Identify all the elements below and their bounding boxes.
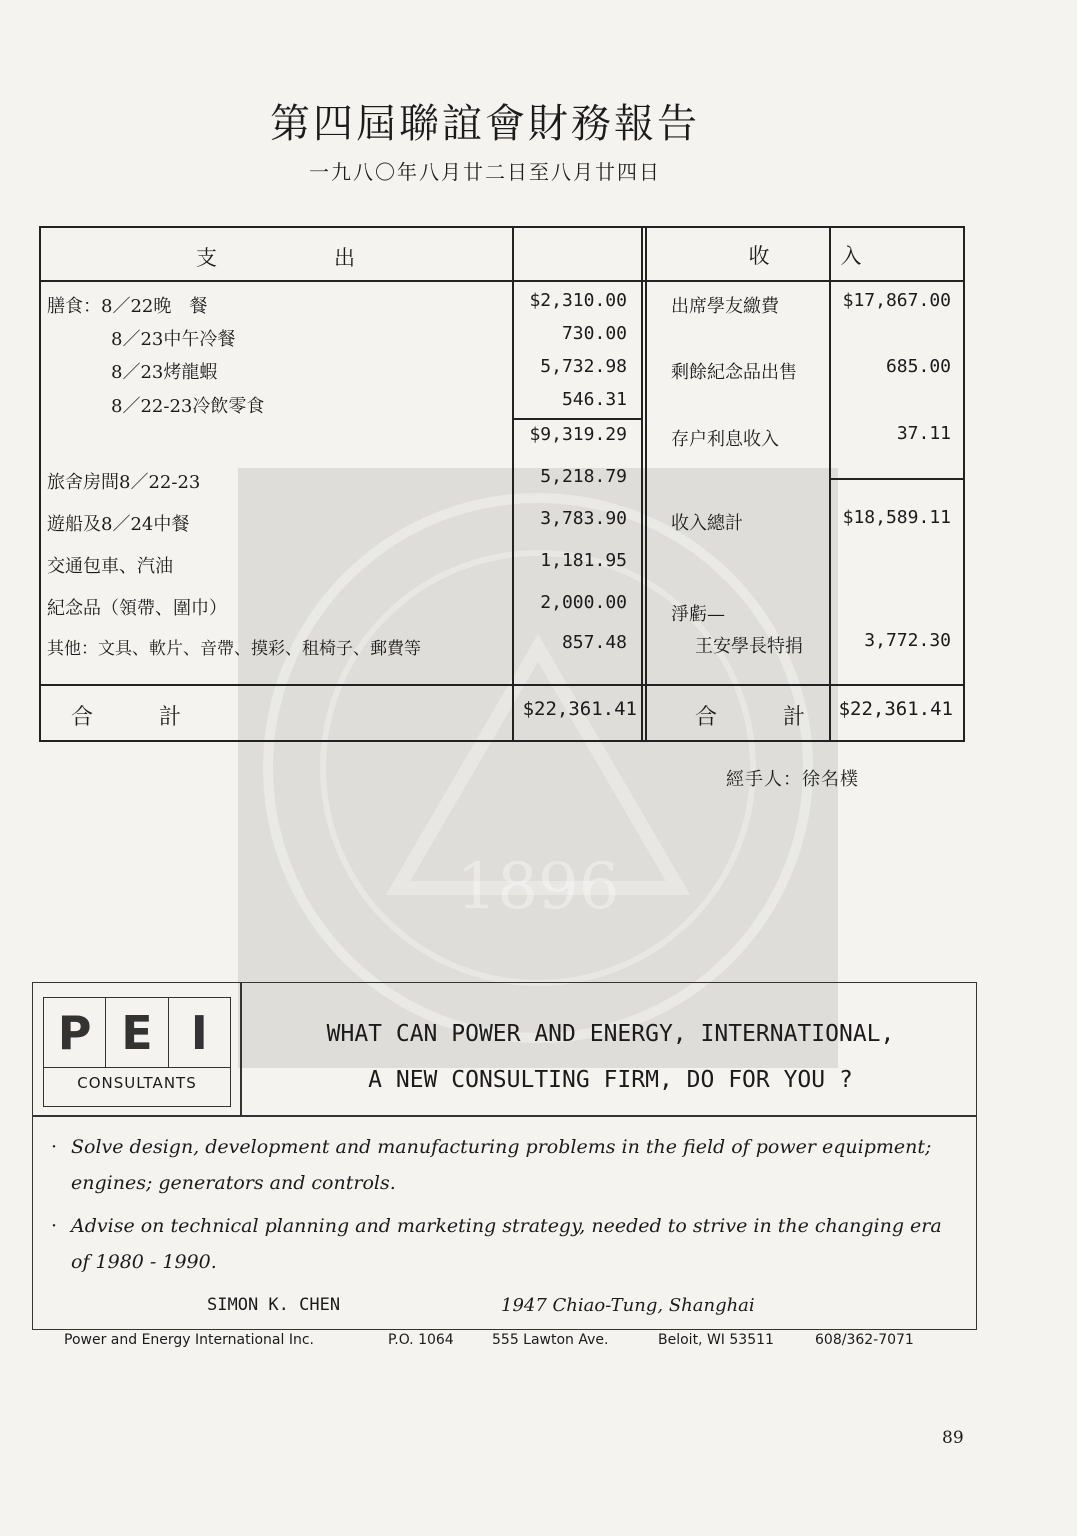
signature-address: 1947 Chiao-Tung, Shanghai bbox=[501, 1295, 755, 1316]
logo-letter: I bbox=[169, 998, 230, 1068]
expense-label: 遊船及8／24中餐 bbox=[47, 514, 190, 535]
footer-street: 555 Lawton Ave. bbox=[492, 1332, 609, 1348]
expense-amount: 5,732.98 bbox=[540, 356, 627, 377]
ad-bullet-text: Solve design, development and manufacturing problems in the field of power equipment; engines; generators and controls. bbox=[71, 1136, 932, 1194]
ad-headline-2: A NEW CONSULTING FIRM, DO FOR YOU ? bbox=[368, 1067, 853, 1093]
footer-po: P.O. 1064 bbox=[388, 1332, 454, 1348]
income-header: 收 入 bbox=[748, 244, 864, 268]
signature-name: SIMON K. CHEN bbox=[207, 1295, 341, 1315]
expense-amount: 546.31 bbox=[561, 389, 627, 410]
income-amount: 37.11 bbox=[896, 423, 951, 444]
handler-signature: 經手人：徐名樸 bbox=[726, 769, 859, 790]
expense-label: 8／23烤龍蝦 bbox=[111, 362, 218, 383]
expense-label: 膳食：8／22晚 餐 bbox=[47, 296, 208, 317]
pei-logo bbox=[43, 997, 231, 1107]
expense-label: 交通包車、汽油 bbox=[47, 556, 173, 577]
report-title: 第四屆聯誼會財務報告 bbox=[270, 101, 700, 147]
income-amount: 685.00 bbox=[885, 356, 951, 377]
income-total-label: 合 計 bbox=[695, 705, 806, 730]
income-label: 淨虧— bbox=[671, 604, 725, 625]
expense-total: $22,361.41 bbox=[522, 698, 637, 720]
expense-amount: 1,181.95 bbox=[540, 550, 627, 571]
expense-amount: 857.48 bbox=[561, 632, 627, 653]
expense-subtotal: $9,319.29 bbox=[529, 424, 627, 445]
expense-amount: $2,310.00 bbox=[529, 290, 627, 311]
income-total: $22,361.41 bbox=[838, 698, 953, 720]
expense-amount: 5,218.79 bbox=[540, 466, 627, 487]
ad-bullet: · Solve design, development and manufacturing problems in the field of power equipment; engines; generators and controls. bbox=[51, 1129, 951, 1201]
footer-city: Beloit, WI 53511 bbox=[658, 1332, 774, 1348]
ad-bullet: · Advise on technical planning and marketing strategy, needed to strive in the changing era of 1980 - 1990. bbox=[51, 1208, 951, 1280]
logo-letter: E bbox=[106, 998, 168, 1068]
income-amount: 3,772.30 bbox=[864, 630, 951, 651]
report-date-range: 一九八〇年八月廿二日至八月廿四日 bbox=[309, 160, 661, 184]
footer-company: Power and Energy International Inc. bbox=[64, 1332, 314, 1348]
logo-letter: P bbox=[44, 998, 106, 1068]
footer-phone: 608/362-7071 bbox=[815, 1332, 914, 1348]
income-label: 王安學長特捐 bbox=[695, 636, 803, 657]
pei-advertisement bbox=[32, 982, 977, 1330]
income-amount: $17,867.00 bbox=[842, 290, 951, 311]
income-label: 存户利息收入 bbox=[671, 429, 779, 450]
expense-header: 支 出 bbox=[196, 246, 357, 270]
income-label: 出席學友繳費 bbox=[671, 296, 779, 317]
income-label: 收入總計 bbox=[671, 513, 743, 534]
income-label: 剩餘紀念品出售 bbox=[671, 362, 797, 383]
expense-label: 8／22-23冷飲零食 bbox=[111, 396, 265, 417]
ad-headline-1: WHAT CAN POWER AND ENERGY, INTERNATIONAL, bbox=[326, 1021, 895, 1047]
expense-amount: 730.00 bbox=[561, 323, 627, 344]
expense-label: 旅舍房間8／22-23 bbox=[47, 472, 201, 493]
financial-table bbox=[39, 226, 965, 742]
expense-label: 8／23中午冷餐 bbox=[111, 329, 236, 350]
ad-bullet-text: Advise on technical planning and marketing strategy, needed to strive in the changing era of 1980 - 1990. bbox=[71, 1215, 942, 1273]
income-total-amount: $18,589.11 bbox=[842, 507, 951, 528]
expense-amount: 3,783.90 bbox=[540, 508, 627, 529]
expense-total-label: 合 計 bbox=[71, 705, 182, 730]
expense-label: 其他：文具、軟片、音帶、摸彩、租椅子、郵費等 bbox=[47, 639, 421, 659]
page-number: 89 bbox=[942, 1428, 964, 1448]
expense-label: 紀念品（領帶、圍巾） bbox=[47, 598, 227, 619]
logo-text: CONSULTANTS bbox=[77, 1074, 197, 1092]
watermark-year: 1896 bbox=[456, 850, 620, 924]
expense-amount: 2,000.00 bbox=[540, 592, 627, 613]
